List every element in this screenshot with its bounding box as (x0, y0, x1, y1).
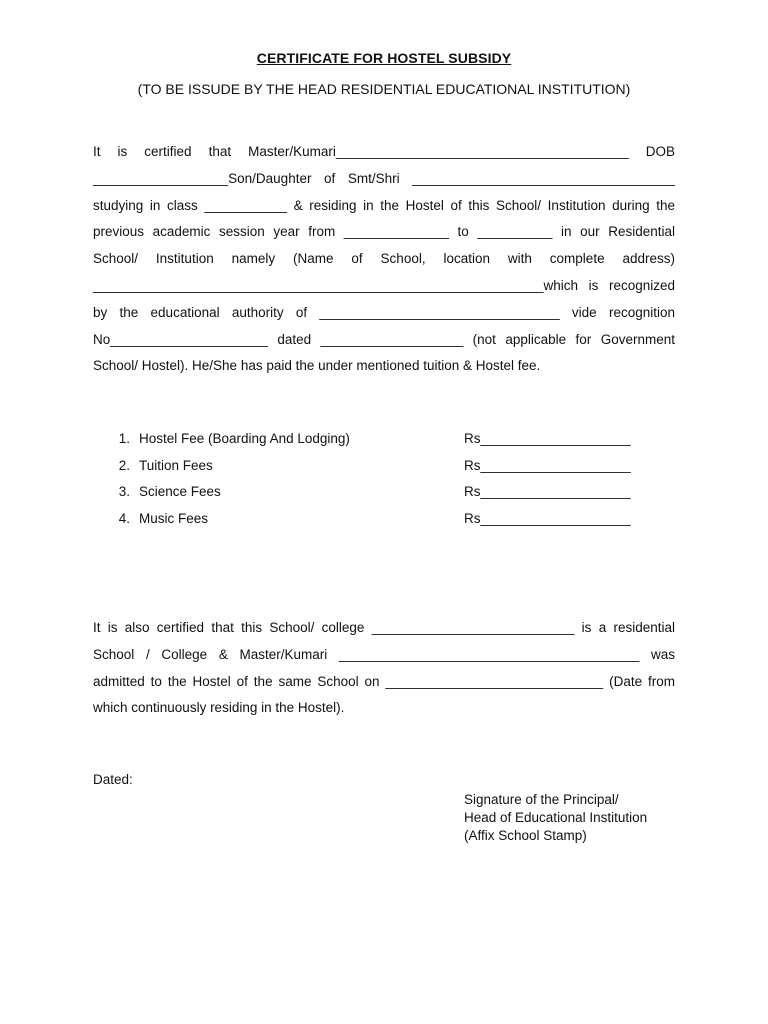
signature-line-stamp: (Affix School Stamp) (464, 828, 587, 843)
signature-line-principal: Signature of the Principal/ (464, 792, 619, 807)
dated-label: Dated: (93, 772, 133, 787)
fee-item-music (116, 506, 646, 533)
fee-number: 2. (118, 457, 130, 473)
fee-item-hostel (116, 426, 646, 453)
certificate-title: CERTIFICATE FOR HOSTEL SUBSIDY (256, 50, 512, 66)
signature-line-head: Head of Educational Institution (464, 810, 648, 825)
signature-block (464, 791, 647, 845)
fee-number: 1. (118, 431, 130, 446)
residential-certification-paragraph: It is also certified that this School/ college ___________________________ is a residential School / College & Master/Kumari ________________________________________ was admitted to the Hostel of the same School on _____________________________ (Date from which continuously residing in the Hostel). (93, 620, 675, 716)
fee-label: Science Fees (139, 484, 221, 500)
fee-item-tuition (116, 453, 646, 480)
fee-label: Hostel Fee (Boarding And Lodging) (139, 431, 350, 446)
certificate-subtitle: (TO BE ISSUDE BY THE HEAD RESIDENTIAL EDUCATIONAL INSTITUTION) (137, 81, 631, 97)
certification-paragraph: It is certified that Master/Kumari_______________________________________ DOB __________________Son/Daughter of Smt/Shri ___________________________________ studying in class ___________ & residing in the Hostel of this School/ Institution during the previous academic session year from ______________ to __________ in our Residential School/ Institution namely (Name of School, location with complete address) ____________________________________________________________which is recognized by the educational authority of ________________________________ vide recognition No_____________________ dated ___________________ (not applicable for Government School/ Hostel). He/She has paid the under mentioned tuition & Hostel fee. (93, 144, 675, 374)
fee-list (116, 426, 646, 533)
fee-amount-blank: Rs____________________ (464, 484, 631, 500)
fee-number: 4. (118, 511, 130, 527)
fee-amount-blank: Rs____________________ (464, 431, 631, 446)
fee-label: Tuition Fees (139, 457, 213, 473)
fee-amount-blank: Rs____________________ (464, 457, 631, 473)
fee-item-science (116, 479, 646, 506)
fee-label: Music Fees (139, 511, 209, 527)
fee-number: 3. (118, 484, 130, 500)
fee-amount-blank: Rs____________________ (464, 511, 631, 527)
